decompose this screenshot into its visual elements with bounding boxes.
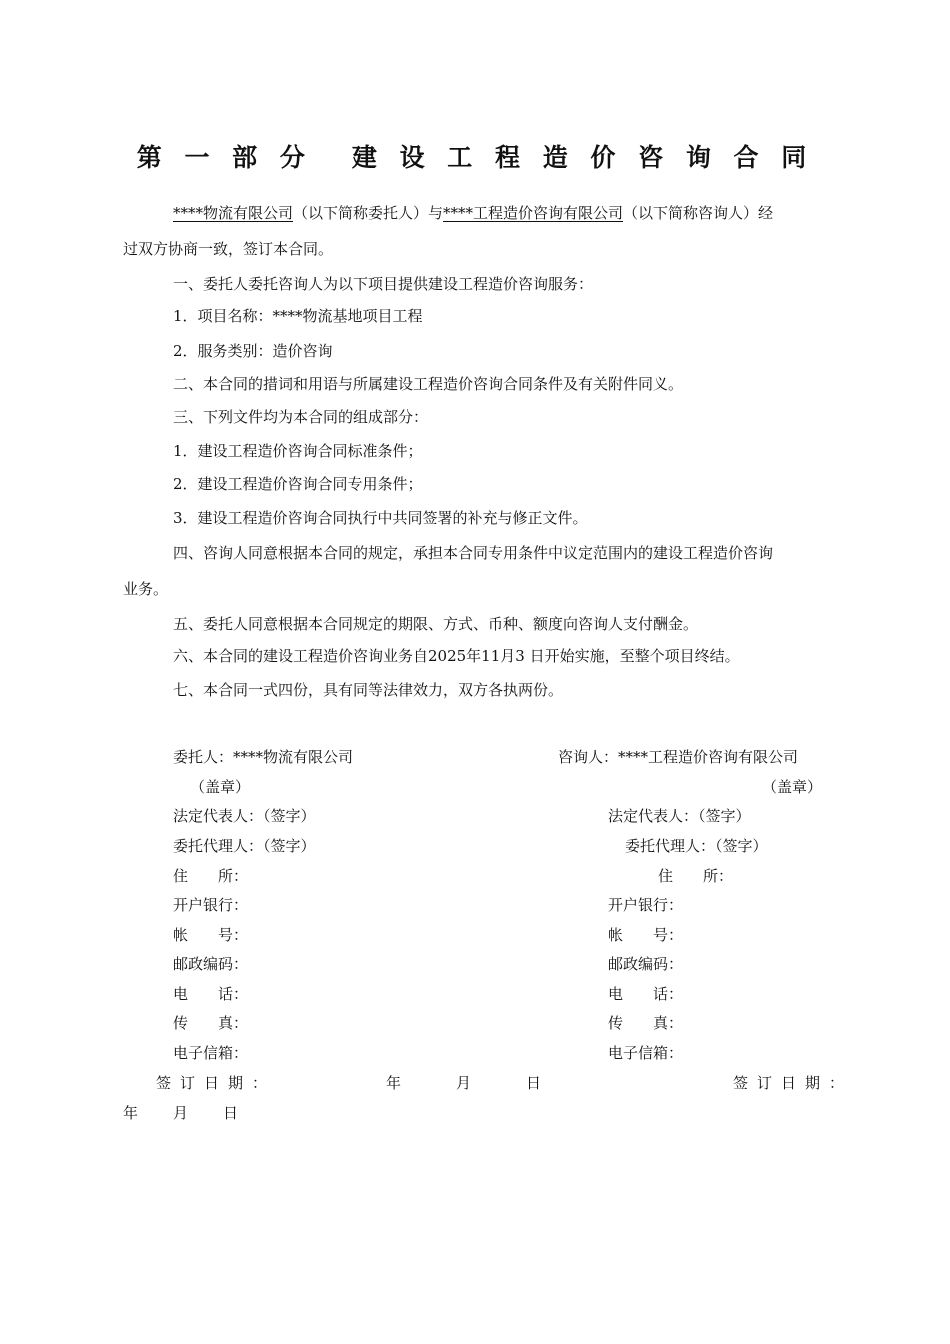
client-fax: 传 真：: [173, 1014, 249, 1032]
consultant-party: 咨询人：****工程造价咨询有限公司: [558, 748, 799, 766]
consultant-fax: 传 真：: [608, 1014, 684, 1032]
client-bank: 开户银行：: [173, 896, 249, 914]
clause-3-item-2: 2．建设工程造价咨询合同专用条件；: [173, 475, 423, 493]
consultant-suffix: （以下简称咨询人）经: [623, 204, 774, 222]
consultant-name: ****工程造价咨询有限公司: [443, 204, 624, 222]
consultant-address: 住 所：: [658, 867, 734, 885]
consultant-email: 电子信箱：: [608, 1044, 684, 1062]
client-suffix: （以下简称委托人）与: [293, 204, 444, 222]
consultant-sign-month: 月: [173, 1104, 189, 1122]
clause-3: 三、下列文件均为本合同的组成部分：: [173, 408, 429, 426]
consultant-sign-date-label: 签订日期：: [733, 1074, 854, 1092]
consultant-account: 帐 号：: [608, 926, 684, 944]
clause-3-item-1: 1．建设工程造价咨询合同标准条件；: [173, 442, 423, 460]
clause-1-item-2: 2．服务类别：造价咨询: [173, 342, 333, 360]
clause-1-item-1: 1．项目名称：****物流基地项目工程: [173, 307, 423, 325]
consultant-agent: 委托代理人：（签字）: [625, 837, 768, 855]
title-name: 建 设 工 程 造 价 咨 询 合 同: [351, 143, 814, 172]
client-phone: 电 话：: [173, 985, 249, 1003]
client-name: ****物流有限公司: [173, 204, 294, 222]
client-legal-rep: 法定代表人：（签字）: [173, 807, 316, 825]
client-sign-year: 年: [386, 1074, 402, 1092]
clause-1: 一、委托人委托咨询人为以下项目提供建设工程造价咨询服务：: [173, 275, 594, 293]
consultant-sign-year: 年: [123, 1104, 139, 1122]
consultant-seal: （盖章）: [762, 778, 823, 796]
document-title: [0, 138, 950, 174]
clause-6: 六、本合同的建设工程造价咨询业务自2025年11月3 日开始实施，至整个项目终结。: [173, 647, 740, 665]
intro-line-2: 过双方协商一致，签订本合同。: [123, 240, 334, 258]
client-sign-day: 日: [526, 1074, 542, 1092]
client-address: 住 所：: [173, 867, 249, 885]
client-agent: 委托代理人：（签字）: [173, 837, 316, 855]
client-postcode: 邮政编码：: [173, 955, 249, 973]
clause-4-line-2: 业务。: [123, 580, 169, 598]
title-part: 第 一 部 分: [136, 143, 312, 172]
consultant-bank: 开户银行：: [608, 896, 684, 914]
intro-line-1: [173, 203, 773, 223]
clause-5: 五、委托人同意根据本合同规定的期限、方式、币种、额度向咨询人支付酬金。: [173, 615, 699, 633]
client-sign-date-label: 签订日期：: [156, 1074, 277, 1092]
clause-3-item-3: 3．建设工程造价咨询合同执行中共同签署的补充与修正文件。: [173, 509, 588, 527]
clause-2: 二、本合同的措词和用语与所属建设工程造价咨询合同条件及有关附件同义。: [173, 375, 684, 393]
consultant-postcode: 邮政编码：: [608, 955, 684, 973]
consultant-legal-rep: 法定代表人：（签字）: [608, 807, 751, 825]
client-seal: （盖章）: [190, 778, 251, 796]
clause-4-line-1: 四、咨询人同意根据本合同的规定，承担本合同专用条件中议定范围内的建设工程造价咨询: [173, 544, 774, 562]
client-party: 委托人：****物流有限公司: [173, 748, 354, 766]
consultant-phone: 电 话：: [608, 985, 684, 1003]
client-email: 电子信箱：: [173, 1044, 249, 1062]
client-sign-month: 月: [456, 1074, 472, 1092]
client-account: 帐 号：: [173, 926, 249, 944]
clause-7: 七、本合同一式四份，具有同等法律效力，双方各执两份。: [173, 681, 564, 699]
consultant-sign-day: 日: [223, 1104, 239, 1122]
